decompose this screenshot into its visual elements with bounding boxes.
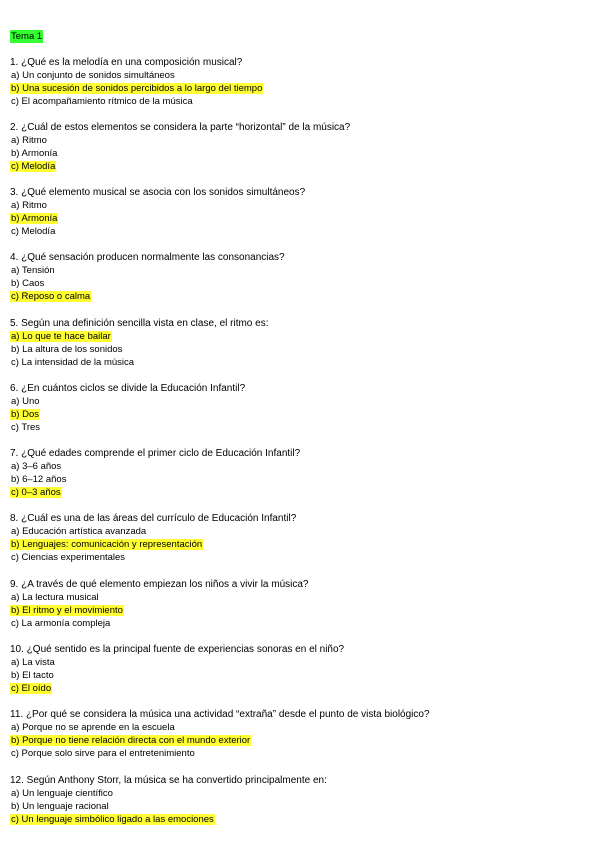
answer-option: a) Ritmo (11, 135, 47, 146)
answer-option: a) La vista (11, 657, 55, 668)
question-block (10, 643, 590, 695)
answer-option: b) El tacto (11, 670, 54, 681)
question-block (10, 317, 590, 369)
question-text: 6. ¿En cuántos ciclos se divide la Educación Infantil? (10, 383, 246, 394)
answer-option: a) 3–6 años (11, 461, 62, 472)
answer-option: a) Tensión (11, 265, 55, 276)
answer-option: b) Un lenguaje racional (11, 801, 109, 812)
question-block (10, 512, 590, 564)
question-text: 5. Según una definición sencilla vista en clase, el ritmo es: (10, 318, 269, 329)
question-block (10, 382, 590, 434)
answer-option: a) Lo que te hace bailar (11, 331, 111, 342)
answer-option: c) Porque solo sirve para el entretenimiento (11, 748, 195, 759)
answer-option: b) Armonía (11, 148, 58, 159)
answer-option: c) El oído (11, 683, 52, 694)
question-text: 7. ¿Qué edades comprende el primer ciclo de Educación Infantil? (10, 448, 301, 459)
answer-option: c) La armonía compleja (11, 618, 111, 629)
question-text: 4. ¿Qué sensación producen normalmente las consonancias? (10, 252, 285, 263)
question-text: 10. ¿Qué sentido es la principal fuente de experiencias sonoras en el niño? (10, 644, 345, 655)
question-text: 12. Según Anthony Storr, la música se ha convertido principalmente en: (10, 775, 327, 786)
question-block (10, 56, 590, 108)
answer-option: c) Melodía (11, 161, 56, 172)
answer-option: c) La intensidad de la música (11, 357, 135, 368)
question-text: 9. ¿A través de qué elemento empiezan los niños a vivir la música? (10, 579, 309, 590)
answer-option: a) Un conjunto de sonidos simultáneos (11, 70, 175, 81)
answer-option: c) Ciencias experimentales (11, 552, 126, 563)
answer-option: b) Una sucesión de sonidos percibidos a lo largo del tiempo (11, 83, 263, 94)
answer-option: c) Tres (11, 422, 41, 433)
answer-option: a) Porque no se aprende en la escuela (11, 722, 175, 733)
answer-option: b) El ritmo y el movimiento (11, 605, 123, 616)
answer-option: a) Uno (11, 396, 40, 407)
answer-option: c) Reposo o calma (11, 291, 91, 302)
question-block (10, 708, 590, 760)
answer-option: b) Lenguajes: comunicación y representación (11, 539, 203, 550)
question-text: 1. ¿Qué es la melodía en una composición musical? (10, 57, 243, 68)
question-block (10, 251, 590, 303)
question-block (10, 578, 590, 630)
answer-option: b) 6–12 años (11, 474, 67, 485)
answer-option: a) La lectura musical (11, 592, 99, 603)
answer-option: a) Ritmo (11, 200, 47, 211)
question-text: 2. ¿Cuál de estos elementos se considera la parte “horizontal” de la música? (10, 122, 351, 133)
answer-option: b) Dos (11, 409, 39, 420)
answer-option: c) Melodía (11, 226, 56, 237)
question-text: 8. ¿Cuál es una de las áreas del currículo de Educación Infantil? (10, 513, 297, 524)
question-text: 11. ¿Por qué se considera la música una actividad “extraña” desde el punto de vista biológico? (10, 709, 430, 720)
answer-option: b) Porque no tiene relación directa con el mundo exterior (11, 735, 251, 746)
answer-option: b) Armonía (11, 213, 58, 224)
question-block (10, 447, 590, 499)
question-block (10, 186, 590, 238)
question-block (10, 121, 590, 173)
answer-option: b) Caos (11, 278, 45, 289)
topic-label: Tema 1 (11, 31, 43, 42)
answer-option: c) El acompañamiento rítmico de la música (11, 96, 193, 107)
answer-option: c) Un lenguaje simbólico ligado a las emociones (11, 814, 214, 825)
answer-option: c) 0–3 años (11, 487, 61, 498)
answer-option: b) La altura de los sonidos (11, 344, 123, 355)
question-text: 3. ¿Qué elemento musical se asocia con los sonidos simultáneos? (10, 187, 306, 198)
answer-option: a) Educación artística avanzada (11, 526, 147, 537)
question-block (10, 774, 590, 826)
answer-option: a) Un lenguaje científico (11, 788, 113, 799)
